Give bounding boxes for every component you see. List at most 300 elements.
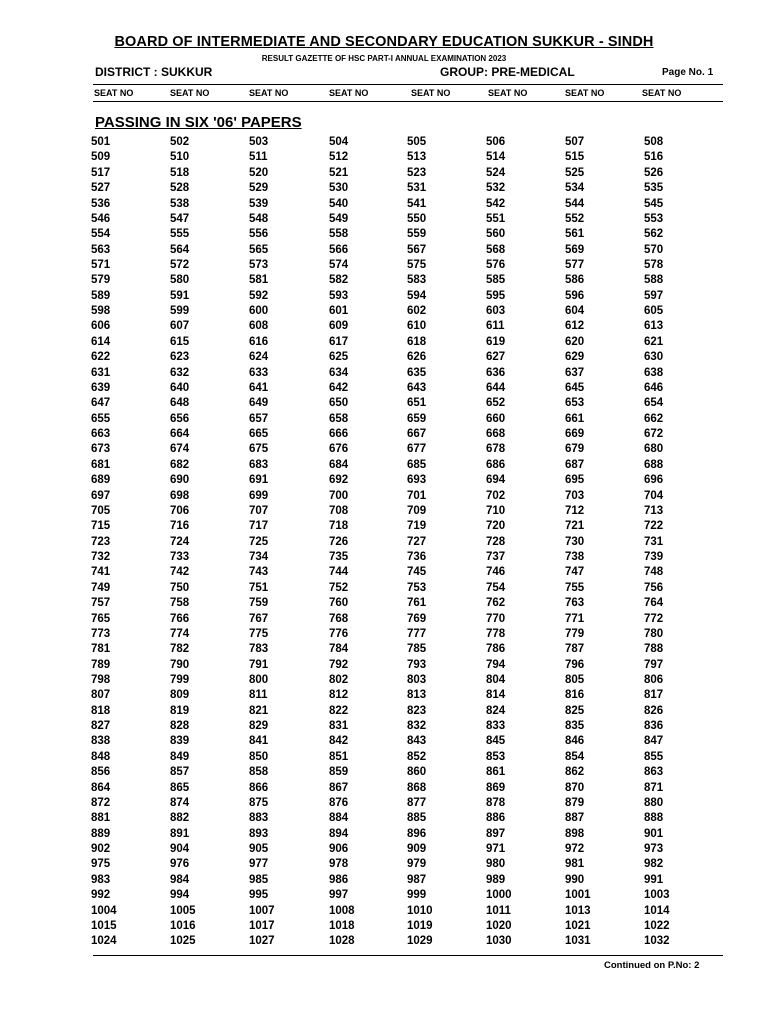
seat-number: 860 [407,766,427,779]
seat-number: 521 [329,166,349,179]
seat-number: 742 [170,566,190,579]
seat-number: 691 [249,474,269,487]
seat-number: 548 [249,212,269,225]
seat-number: 687 [565,458,585,471]
seat-number: 743 [249,566,269,579]
seat-number: 901 [644,827,664,840]
seat-number: 978 [329,858,349,871]
seat-number: 880 [644,796,664,809]
seat-number: 780 [644,627,664,640]
seat-number: 1029 [407,935,433,948]
district-label: DISTRICT : SUKKUR [95,65,213,79]
seat-number: 827 [91,720,111,733]
seat-number: 799 [170,673,190,686]
seat-number: 771 [565,612,585,625]
seat-number: 1032 [644,935,670,948]
seat-number: 621 [644,335,664,348]
seat-number: 598 [91,305,111,318]
seat-number: 579 [91,274,111,287]
seat-number: 862 [565,766,585,779]
seat-number: 972 [565,843,585,855]
seat-number: 852 [407,750,427,763]
seat-number: 773 [91,627,111,640]
seat-number: 889 [91,827,111,840]
seat-number: 593 [329,289,349,302]
continued-note: Continued on P.No: 2 [604,960,700,971]
seat-number: 793 [407,658,427,671]
seat-number: 545 [644,197,664,210]
seat-number: 879 [565,796,585,809]
seat-number: 566 [329,243,349,256]
seat-number: 613 [644,320,664,333]
seat-number: 846 [565,735,585,748]
seat-number: 682 [170,458,190,471]
seat-number: 589 [91,289,111,302]
seat-number: 741 [91,566,111,579]
seat-number: 502 [170,136,190,148]
seat-number: 783 [249,643,269,656]
seat-number: 692 [329,474,349,487]
seat-number: 758 [170,597,190,610]
seat-number: 854 [565,750,585,763]
seat-number: 509 [91,151,111,164]
seat-number: 633 [249,366,269,379]
seat-number: 623 [170,351,190,364]
seat-number: 708 [329,504,349,517]
seat-number: 813 [407,689,427,702]
seat-number: 971 [486,843,506,855]
seat-number: 645 [565,381,585,394]
seat-number: 736 [407,551,427,563]
seat-number: 698 [170,489,190,502]
seat-number: 697 [91,489,111,502]
seat-number: 508 [644,136,664,148]
seat-number: 898 [565,827,585,840]
seat-number: 546 [91,212,111,225]
seat-number: 616 [249,335,269,348]
seat-number: 872 [91,796,111,809]
seat-number: 855 [644,750,664,763]
seat-number: 583 [407,274,427,287]
seat-number: 735 [329,551,349,563]
seat-number: 514 [486,151,506,164]
seat-number: 685 [407,458,427,471]
seat-number: 989 [486,873,506,886]
seat-number: 807 [91,689,111,702]
seat-number: 891 [170,827,190,840]
seat-number: 592 [249,289,269,302]
seat-number: 731 [644,535,664,548]
seat-number: 501 [91,136,111,148]
seat-number: 551 [486,212,506,225]
seat-number: 608 [249,320,269,333]
seat-number: 984 [170,873,190,886]
seat-number: 790 [170,658,190,671]
seat-number: 668 [486,428,506,440]
seat-number: 832 [407,720,427,733]
seat-number: 732 [91,551,111,563]
seat-number: 1030 [486,935,512,948]
seat-number: 897 [486,827,506,840]
seat-number: 647 [91,397,111,410]
seat-number: 673 [91,443,111,456]
seat-number: 558 [329,228,349,241]
seat-number: 629 [565,351,585,364]
seat-number: 625 [329,351,349,364]
seat-number: 666 [329,428,349,440]
seat-number: 747 [565,566,585,579]
seat-number: 559 [407,228,427,241]
seat-number: 722 [644,520,664,533]
seat-number: 703 [565,489,585,502]
seat-number: 605 [644,305,664,318]
seat-number: 507 [565,136,585,148]
seat-number: 718 [329,520,349,533]
seat-number: 868 [407,781,427,794]
seat-number: 649 [249,397,269,410]
seat-number: 816 [565,689,585,702]
seat-number: 1018 [329,919,355,932]
seat-number: 536 [91,197,111,210]
seat-number: 503 [249,136,269,148]
seat-number: 828 [170,720,190,733]
seat-number: 725 [249,535,269,548]
seat-number: 858 [249,766,269,779]
seat-number: 995 [249,889,269,902]
seat-number: 985 [249,873,269,886]
seat-number: 720 [486,520,506,533]
seat-number: 870 [565,781,585,794]
seat-number: 796 [565,658,585,671]
section-title: PASSING IN SIX '06' PAPERS [95,114,302,131]
seat-number: 848 [91,750,111,763]
seat-number: 975 [91,858,111,871]
seat-number: 690 [170,474,190,487]
seat-number: 626 [407,351,427,364]
seat-number: 721 [565,520,585,533]
seat-number: 527 [91,182,111,195]
seat-number: 688 [644,458,664,471]
seat-number: 607 [170,320,190,333]
seat-number: 525 [565,166,585,179]
seat-number: 999 [407,889,427,902]
seat-number: 802 [329,673,349,686]
column-header: SEAT NO [411,88,451,98]
seat-number: 744 [329,566,349,579]
seat-number: 836 [644,720,664,733]
seat-number: 894 [329,827,349,840]
group-label: GROUP: PRE-MEDICAL [440,65,575,79]
seat-number: 983 [91,873,111,886]
seat-number: 565 [249,243,269,256]
seat-number: 1010 [407,904,433,917]
seat-number: 635 [407,366,427,379]
seat-number: 706 [170,504,190,517]
seat-number: 767 [249,612,269,625]
seat-number: 591 [170,289,190,302]
seat-number: 817 [644,689,664,702]
seat-number: 689 [91,474,111,487]
seat-number: 614 [91,335,111,348]
seat-number: 707 [249,504,269,517]
seat-number: 842 [329,735,349,748]
seat-number: 657 [249,412,269,425]
seat-number: 664 [170,428,190,440]
seat-number: 531 [407,182,427,195]
seat-number: 980 [486,858,506,871]
seat-number: 859 [329,766,349,779]
seat-number: 876 [329,796,349,809]
seat-number: 779 [565,627,585,640]
seat-number: 792 [329,658,349,671]
seat-number: 640 [170,381,190,394]
column-header: SEAT NO [249,88,289,98]
seat-number: 654 [644,397,664,410]
seat-number: 677 [407,443,427,456]
seat-number: 517 [91,166,111,179]
seat-number: 835 [565,720,585,733]
seat-number: 1016 [170,919,196,932]
seat-number: 746 [486,566,506,579]
seat-number: 811 [249,689,268,702]
seat-number: 1015 [91,919,117,932]
seat-number: 695 [565,474,585,487]
seat-number: 814 [486,689,506,702]
seat-number: 702 [486,489,506,502]
seat-number: 1019 [407,919,433,932]
seat-number: 615 [170,335,190,348]
seat-number: 888 [644,812,664,825]
seat-number: 724 [170,535,190,548]
seat-number: 710 [486,504,506,517]
seat-number: 1007 [249,904,275,917]
seat-number: 1008 [329,904,355,917]
seat-number: 812 [329,689,349,702]
seat-number: 650 [329,397,349,410]
seat-number: 554 [91,228,111,241]
seat-number: 532 [486,182,506,195]
seat-number: 733 [170,551,190,563]
seat-number: 861 [486,766,506,779]
seat-number: 609 [329,320,349,333]
seat-number: 523 [407,166,427,179]
seat-number: 538 [170,197,190,210]
page-number: Page No. 1 [662,67,714,78]
seat-number: 1021 [565,919,591,932]
seat-number: 806 [644,673,664,686]
seat-number: 838 [91,735,111,748]
seat-number: 749 [91,581,111,594]
seat-number: 651 [407,397,427,410]
seat-number: 505 [407,136,427,148]
seat-number: 824 [486,704,506,717]
seat-number: 786 [486,643,506,656]
seat-number: 644 [486,381,506,394]
seat-number: 768 [329,612,349,625]
seat-number: 700 [329,489,349,502]
column-header: SEAT NO [94,88,134,98]
seat-number: 676 [329,443,349,456]
seat-number: 905 [249,843,269,855]
seat-number: 791 [249,658,269,671]
column-header: SEAT NO [170,88,210,98]
seat-number: 719 [407,520,427,533]
seat-number: 977 [249,858,269,871]
seat-number: 658 [329,412,349,425]
seat-number: 1025 [170,935,196,948]
seat-number: 757 [91,597,111,610]
seat-number: 762 [486,597,506,610]
column-header: SEAT NO [565,88,605,98]
seat-number: 727 [407,535,427,548]
seat-number: 821 [249,704,269,717]
seat-number: 843 [407,735,427,748]
seat-number: 561 [565,228,585,241]
seat-number: 572 [170,259,190,271]
seat-number: 877 [407,796,427,809]
seat-number: 534 [565,182,585,195]
seat-number: 896 [407,827,427,840]
seat-number: 770 [486,612,506,625]
seat-number: 549 [329,212,349,225]
seat-number: 597 [644,289,664,302]
seat-number: 865 [170,781,190,794]
seat-number: 784 [329,643,349,656]
seat-number: 541 [407,197,427,210]
seat-number: 642 [329,381,349,394]
seat-number: 578 [644,259,664,271]
seat-number: 730 [565,535,585,548]
seat-number: 564 [170,243,190,256]
seat-number: 1014 [644,904,670,917]
seat-number: 619 [486,335,506,348]
seat-number: 845 [486,735,506,748]
seat-number: 511 [249,151,268,164]
seat-number: 604 [565,305,585,318]
seat-number: 823 [407,704,427,717]
seat-number: 738 [565,551,585,563]
seat-number: 981 [565,858,585,871]
seat-number: 513 [407,151,427,164]
seat-number: 884 [329,812,349,825]
seat-number: 699 [249,489,269,502]
seat-number: 602 [407,305,427,318]
seat-number: 600 [249,305,269,318]
seat-number: 763 [565,597,585,610]
seat-number: 581 [249,274,269,287]
seat-number: 800 [249,673,269,686]
seat-number: 883 [249,812,269,825]
seat-number: 680 [644,443,664,456]
seat-number: 882 [170,812,190,825]
seat-number: 580 [170,274,190,287]
seat-number: 777 [407,627,427,640]
seat-number: 805 [565,673,585,686]
seat-number: 853 [486,750,506,763]
seat-number: 851 [329,750,349,763]
seat-number: 772 [644,612,664,625]
seat-number: 636 [486,366,506,379]
seat-number: 624 [249,351,269,364]
seat-number: 570 [644,243,664,256]
seat-number: 686 [486,458,506,471]
seat-number: 611 [486,320,505,333]
seat-number: 627 [486,351,506,364]
seat-number: 630 [644,351,664,364]
seat-number: 809 [170,689,190,702]
seat-number: 906 [329,843,349,855]
seat-number: 674 [170,443,190,456]
seat-number: 885 [407,812,427,825]
seat-number: 562 [644,228,664,241]
seat-number: 994 [170,889,190,902]
seat-number: 1027 [249,935,275,948]
seat-number: 992 [91,889,111,902]
seat-number: 871 [644,781,664,794]
seat-number: 1005 [170,904,196,917]
seat-number: 512 [329,151,349,164]
seat-number: 539 [249,197,269,210]
seat-number: 669 [565,428,585,440]
seat-number: 713 [644,504,664,517]
seat-number: 550 [407,212,427,225]
gazette-subtitle: RESULT GAZETTE OF HSC PART-I ANNUAL EXAMINATION 2023 [261,54,507,63]
seat-number: 745 [407,566,427,579]
seat-number: 982 [644,858,664,871]
seat-number: 662 [644,412,664,425]
seat-number: 794 [486,658,506,671]
seat-number: 1022 [644,919,670,932]
seat-number: 867 [329,781,349,794]
seat-number: 760 [329,597,349,610]
seat-number: 675 [249,443,269,456]
seat-number: 756 [644,581,664,594]
seat-number: 618 [407,335,427,348]
seat-number: 606 [91,320,111,333]
seat-number: 754 [486,581,506,594]
seat-number: 567 [407,243,427,256]
seat-number: 819 [170,704,190,717]
seat-number: 577 [565,259,585,271]
seat-number: 788 [644,643,664,656]
seat-number: 753 [407,581,427,594]
seat-number: 661 [565,412,585,425]
seat-number: 632 [170,366,190,379]
seat-number: 831 [329,720,349,733]
seat-number: 728 [486,535,506,548]
seat-number: 646 [644,381,664,394]
seat-number: 829 [249,720,269,733]
seat-number: 526 [644,166,664,179]
seat-number: 991 [644,873,664,886]
seat-number: 552 [565,212,585,225]
seat-number: 797 [644,658,664,671]
seat-number: 739 [644,551,664,563]
seat-number: 1001 [565,889,591,902]
seat-number: 574 [329,259,349,271]
seat-number: 518 [170,166,190,179]
seat-number: 667 [407,428,427,440]
seat-number: 976 [170,858,190,871]
seat-number: 678 [486,443,506,456]
seat-number: 776 [329,627,349,640]
seat-number: 504 [329,136,349,148]
seat-number: 643 [407,381,427,394]
seat-number: 603 [486,305,506,318]
seat-number: 571 [91,259,111,271]
seat-number: 704 [644,489,664,502]
seat-number: 723 [91,535,111,548]
